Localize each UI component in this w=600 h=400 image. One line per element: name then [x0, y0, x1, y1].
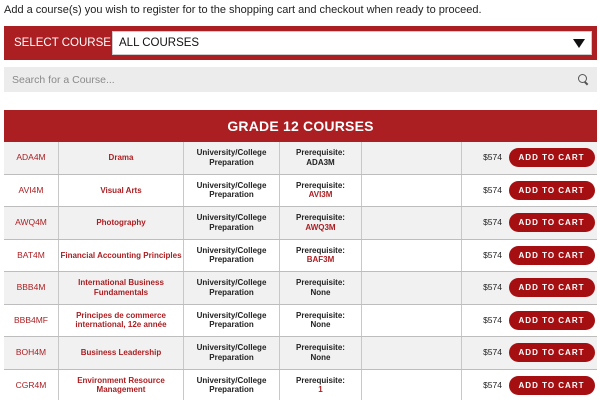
prereq-value[interactable]: 1 — [318, 385, 323, 395]
action-cell — [506, 240, 597, 272]
action-cell — [506, 272, 597, 304]
course-prereq — [280, 240, 362, 272]
course-price: $574 — [483, 152, 502, 162]
course-row — [4, 370, 597, 400]
course-code[interactable]: CGR4M — [4, 370, 59, 400]
course-type: University/College Preparation — [184, 175, 280, 207]
prereq-value: None — [310, 287, 331, 297]
add-to-cart-button[interactable]: ADD TO CART — [509, 311, 595, 330]
select-course-bar — [4, 26, 597, 60]
prereq-value[interactable]: AVI3M — [308, 190, 333, 200]
add-to-cart-button[interactable]: ADD TO CART — [509, 213, 595, 232]
course-price: $574 — [483, 347, 502, 357]
prereq-value[interactable]: AWQ3M — [305, 222, 336, 232]
action-cell — [506, 370, 597, 400]
course-prereq — [280, 272, 362, 304]
course-row — [4, 305, 597, 338]
course-prereq — [280, 175, 362, 207]
prereq-label: Prerequisite: — [296, 310, 345, 320]
prereq-value: None — [310, 352, 331, 362]
course-name[interactable]: Environment Resource Management — [59, 370, 184, 400]
course-price: $574 — [483, 379, 502, 390]
course-search-input[interactable] — [12, 74, 552, 86]
course-type: University/College Preparation — [184, 370, 280, 400]
add-to-cart-button[interactable]: ADD TO CART — [509, 148, 595, 167]
course-code[interactable]: ADA4M — [4, 142, 59, 174]
course-prereq — [280, 305, 362, 337]
blank-cell — [362, 337, 462, 369]
prereq-label: Prerequisite: — [296, 375, 345, 385]
course-price: $574 — [483, 282, 502, 292]
course-type: University/College Preparation — [184, 142, 280, 174]
course-name[interactable]: Principes de commerce international, 12e année — [59, 305, 184, 337]
course-code[interactable]: BBB4M — [4, 272, 59, 304]
course-prereq — [280, 337, 362, 369]
course-code[interactable]: BAT4M — [4, 240, 59, 272]
course-table — [4, 142, 597, 400]
prereq-label: Prerequisite: — [296, 148, 345, 158]
course-code[interactable]: BBB4MF — [4, 305, 59, 337]
prereq-value: None — [310, 320, 331, 330]
action-cell — [506, 207, 597, 239]
course-row — [4, 142, 597, 175]
course-name[interactable]: Visual Arts — [59, 175, 184, 207]
course-row — [4, 175, 597, 208]
action-cell — [506, 142, 597, 174]
course-code[interactable]: AVI4M — [4, 175, 59, 207]
add-to-cart-button[interactable]: ADD TO CART — [509, 278, 595, 297]
blank-cell — [362, 142, 462, 174]
add-to-cart-button[interactable]: ADD TO CART — [509, 376, 595, 395]
course-select-value: ALL COURSES — [119, 37, 200, 49]
course-name[interactable]: Drama — [59, 142, 184, 174]
course-search-bar — [4, 67, 597, 92]
course-row — [4, 207, 597, 240]
course-type: University/College Preparation — [184, 337, 280, 369]
prereq-label: Prerequisite: — [296, 343, 345, 353]
blank-cell — [362, 272, 462, 304]
select-course-label: SELECT COURSE — [14, 37, 111, 49]
blank-cell — [362, 175, 462, 207]
course-name[interactable]: Business Leadership — [59, 337, 184, 369]
course-row — [4, 337, 597, 370]
action-cell — [506, 305, 597, 337]
add-to-cart-button[interactable]: ADD TO CART — [509, 246, 595, 265]
caret-down-icon[interactable] — [573, 39, 585, 48]
course-price: $574 — [483, 314, 502, 325]
course-row — [4, 272, 597, 305]
search-icon[interactable] — [578, 74, 589, 85]
course-price: $574 — [483, 217, 502, 227]
blank-cell — [362, 305, 462, 337]
add-to-cart-button[interactable]: ADD TO CART — [509, 343, 595, 362]
blank-cell — [362, 207, 462, 239]
add-to-cart-button[interactable]: ADD TO CART — [509, 181, 595, 200]
prereq-value[interactable]: BAF3M — [306, 255, 335, 265]
blank-cell — [362, 240, 462, 272]
course-type: University/College Preparation — [184, 207, 280, 239]
course-type: University/College Preparation — [184, 240, 280, 272]
course-name[interactable]: International Business Fundamentals — [59, 272, 184, 304]
prereq-label: Prerequisite: — [296, 180, 345, 190]
course-prereq — [280, 207, 362, 239]
course-code[interactable]: AWQ4M — [4, 207, 59, 239]
course-price: $574 — [483, 249, 502, 260]
action-cell — [506, 337, 597, 369]
course-type: University/College Preparation — [184, 272, 280, 304]
course-select-dropdown[interactable] — [112, 31, 592, 55]
prereq-value: ADA3M — [306, 157, 335, 167]
course-name[interactable]: Financial Accounting Principles — [59, 240, 184, 272]
course-prereq — [280, 370, 362, 400]
intro-text: Add a course(s) you wish to register for to the shopping cart and checkout when ready to proceed. — [4, 4, 482, 16]
prereq-label: Prerequisite: — [296, 213, 345, 223]
prereq-label: Prerequisite: — [296, 278, 345, 288]
blank-cell — [362, 370, 462, 400]
course-type: University/College Preparation — [184, 305, 280, 337]
course-price: $574 — [483, 184, 502, 195]
course-row — [4, 240, 597, 273]
course-name[interactable]: Photography — [59, 207, 184, 239]
action-cell — [506, 175, 597, 207]
grade-header: GRADE 12 COURSES — [4, 110, 597, 142]
course-code[interactable]: BOH4M — [4, 337, 59, 369]
prereq-label: Prerequisite: — [296, 245, 345, 255]
course-prereq — [280, 142, 362, 174]
